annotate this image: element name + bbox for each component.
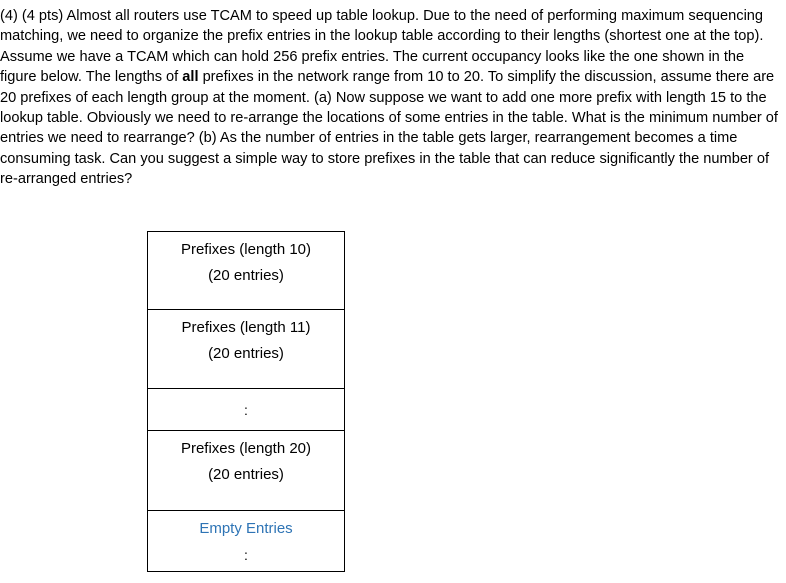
vertical-ellipsis: :: [244, 402, 248, 418]
prefix-group-count: (20 entries): [208, 267, 284, 284]
prefix-group-ellipsis: [148, 389, 344, 431]
prefix-group-title: Prefixes (length 20): [180, 440, 312, 457]
prefix-group-title: Prefixes (length 11): [181, 319, 311, 336]
prefix-group-count: (20 entries): [208, 466, 284, 483]
question-text-part-2: prefixes in the network range from 10 to 20. To simplify the discussion, assume there are 20 prefixes of each length group at the moment. (a) Now suppose we want to add one more prefix with length 15 to the lookup table. Obviously we need to re-arrange the locations of some entries in the table. What is the minimum number of entries we need to rearrange? (b) As the number of entries in the table gets larger, rearrangement becomes a time consuming task. Can you suggest a simple way to store prefixes in the table that can reduce significantly the number of re-arranged entries?: [0, 69, 778, 188]
question-bold-word: all: [182, 69, 199, 86]
question-text: [0, 6, 782, 190]
vertical-ellipsis: :: [244, 547, 248, 563]
prefix-group-length-11: [148, 310, 344, 389]
tcam-table-diagram: [147, 231, 345, 572]
question-text-part-1: (4) (4 pts) Almost all routers use TCAM to speed up table lookup. Due to the need of performing maximum sequencing matching, we need to organize the prefix entries in the lookup table according to their lengths (shortest one at the top). Assume we have a TCAM which can hold 256 prefix entries. The current occupancy looks like the one shown in the figure below. The lengths of: [0, 8, 764, 86]
prefix-group-count: (20 entries): [208, 345, 284, 362]
prefix-group-title: Prefixes (length 10): [180, 241, 312, 258]
empty-entries-group: [148, 511, 344, 571]
prefix-group-length-20: [148, 431, 344, 511]
prefix-group-length-10: [148, 232, 344, 310]
empty-entries-label: Empty Entries: [199, 520, 293, 537]
